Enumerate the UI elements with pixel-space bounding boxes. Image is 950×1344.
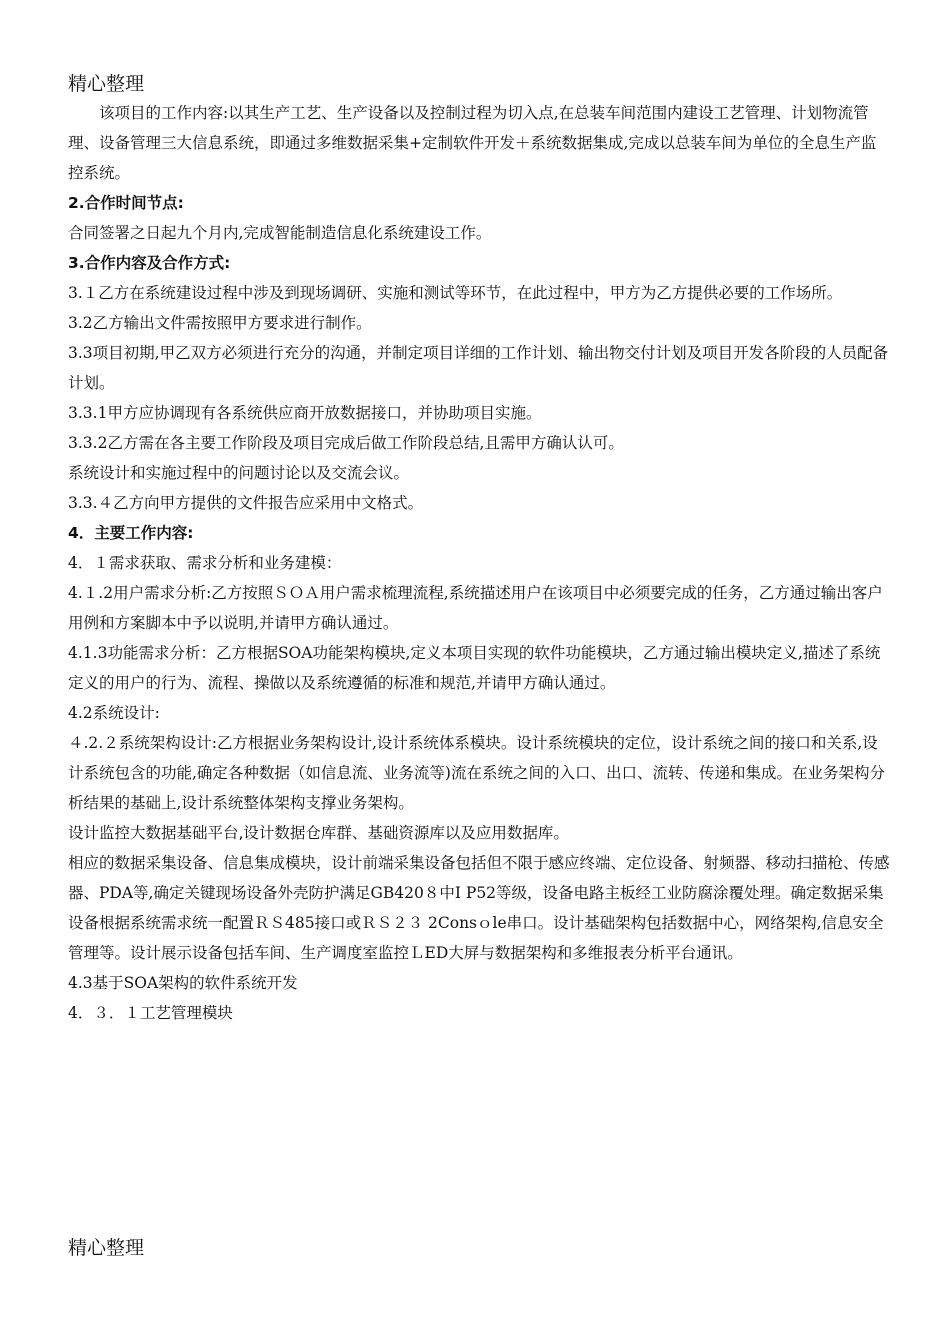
paragraph-3-3-2: 3.3.2乙方需在各主要工作阶段及项目完成后做工作阶段总结,且需甲方确认认可。: [68, 434, 624, 452]
document-body: [68, 98, 890, 1028]
paragraph-4-2-2: ４.2.２系统架构设计:乙方根据业务架构设计,设计系统体系模块。设计系统模块的定位，设计系统之间的接口和关系,设计系统包含的功能,确定各种数据（如信息流、业务流等)流在系统之间的入口、出口、流转、传递和集成。在业务架构分析结果的基础上,设计系统整体架构支撑业务架构。: [68, 734, 885, 812]
paragraph-3-2: 3.2乙方输出文件需按照甲方要求进行制作。: [68, 314, 372, 332]
section-heading-4: 4．主要工作内容:: [68, 524, 194, 542]
paragraph-4-3-1: 4．３．１工艺管理模块: [68, 1004, 233, 1022]
paragraph-4-1-2: 4.１.2用户需求分析:乙方按照ＳＯＡ用户需求梳理流程,系统描述用户在该项目中必须要完成的任务，乙方通过输出客户用例和方案脚本中予以说明,并请甲方确认通过。: [68, 584, 883, 632]
paragraph-4-3: 4.3基于SOA架构的软件系统开发: [68, 974, 298, 992]
paragraph-2: 合同签署之日起九个月内,完成智能制造信息化系统建设工作。: [68, 224, 492, 242]
paragraph-3-x: 系统设计和实施过程中的问题讨论以及交流会议。: [68, 464, 410, 482]
paragraph-3-3-1: 3.3.1甲方应协调现有各系统供应商开放数据接口，并协助项目实施。: [68, 404, 542, 422]
paragraph-4-2-x: 设计监控大数据基础平台,设计数据仓库群、基础资源库以及应用数据库。: [68, 824, 569, 842]
paragraph-3-3: 3.3项目初期,甲乙双方必须进行充分的沟通，并制定项目详细的工作计划、输出物交付计划及项目开发各阶段的人员配备计划。: [68, 344, 889, 392]
paragraph-4-2: 4.2系统设计:: [68, 704, 160, 722]
paragraph-4-1-3: 4.1.3功能需求分析：乙方根据SOA功能架构模块,定义本项目实现的软件功能模块，乙方通过输出模块定义,描述了系统定义的用户的行为、流程、操做以及系统遵循的标准和规范,并请甲方确认通过。: [68, 644, 881, 692]
paragraph-4-1: 4．１需求获取、需求分析和业务建模：: [68, 554, 342, 572]
paragraph-4-2-y: 相应的数据采集设备、信息集成模块，设计前端采集设备包括但不限于感应终端、定位设备、射频器、移动扫描枪、传感器、PDA等,确定关键现场设备外壳防护满足GB420８中Ⅰ P52等级，设备电路主板经工业防腐涂覆处理。确定数据采集设备根据系统需求统一配置ＲＳ485接口或ＲＳ２３ 2Consｏle串口。设计基础架构包括数据中心，网络架构,信息安全管理等。设计展示设备包括车间、生产调度室监控ＬED大屏与数据架构和多维报表分析平台通讯。: [68, 854, 890, 962]
paragraph-3-3-4: 3.3.４乙方向甲方提供的文件报告应采用中文格式。: [68, 494, 424, 512]
paragraph-3-1: 3.１乙方在系统建设过程中涉及到现场调研、实施和测试等环节，在此过程中，甲方为乙方提供必要的工作场所。: [68, 284, 843, 302]
intro-paragraph: 该项目的工作内容:以其生产工艺、生产设备以及控制过程为切入点,在总装车间范围内建设工艺管理、计划物流管理、设备管理三大信息系统，即通过多维数据采集+定制软件开发＋系统数据集成,完成以总装车间为单位的全息生产监控系统。: [68, 104, 877, 182]
section-heading-2: 2.合作时间节点:: [68, 194, 184, 212]
page-footer: 精心整理: [68, 1237, 145, 1259]
page-header: 精心整理: [68, 73, 145, 95]
section-heading-3: 3.合作内容及合作方式:: [68, 254, 231, 272]
